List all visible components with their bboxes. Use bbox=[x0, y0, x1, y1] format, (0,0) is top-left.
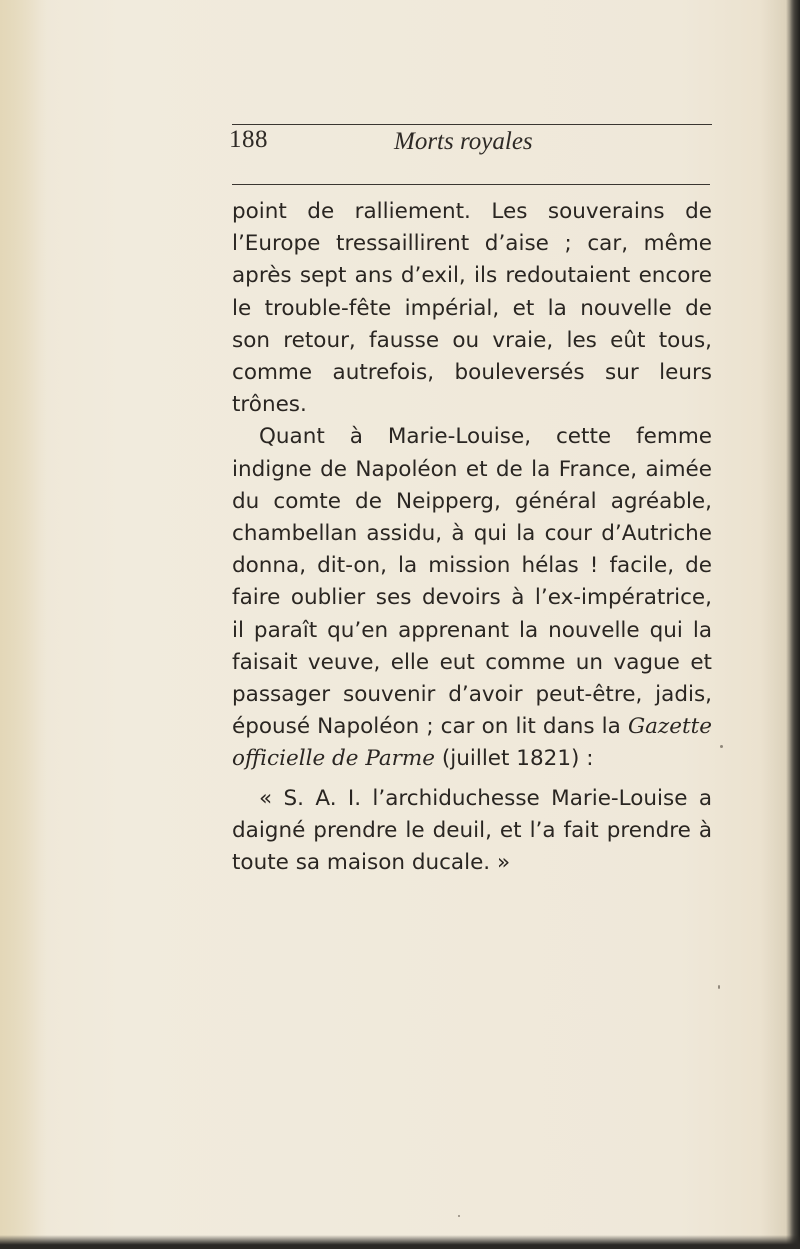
paper-speck bbox=[458, 1215, 460, 1217]
body-text bbox=[232, 196, 712, 879]
page-number: 188 bbox=[229, 126, 268, 153]
page-bottom-edge bbox=[0, 1235, 800, 1249]
gazette-title: Gazette officielle de Parme bbox=[232, 714, 712, 772]
paper-speck bbox=[720, 745, 723, 748]
paragraph-2-end: (juillet 1821) : bbox=[435, 746, 594, 772]
page-gutter bbox=[0, 0, 48, 1249]
quotation: « S. A. I. l’archiduchesse Marie-Louise a daigné prendre le deuil, et l’a fait prendre à toute sa maison ducale. » bbox=[232, 785, 712, 876]
paragraph-2-start: Quant à Marie-Louise, cette femme indigne de Napoléon et de la France, aimée du comte de Neipperg, général agréable, chambellan assidu, à qui la cour d’Autriche donna, dit-on, la mission hélas ! facile, de faire oublier ses devoirs à l’ex-impératrice, il paraît qu’en apprenant la nouvelle qui la faisait veuve, elle eut comme un vague et passager souvenir d’avoir peut-être, jadis, épousé Napoléon ; car on lit dans la bbox=[232, 424, 712, 740]
header-top-rule bbox=[232, 124, 712, 125]
paragraph-2 bbox=[232, 421, 712, 775]
paper-speck bbox=[718, 985, 720, 989]
paragraph-1: point de ralliement. Les souverains de l’Europe tressaillirent d’aise ; car, même après sept ans d’exil, ils redoutaient encore le trouble-fête impérial, et la nouvelle de son retour, fausse ou vraie, les eût tous, comme autrefois, bouleversés sur leurs trônes. bbox=[232, 199, 712, 418]
running-title: Morts royales bbox=[394, 128, 533, 155]
header-bottom-rule bbox=[232, 184, 710, 185]
page-right-edge bbox=[786, 0, 800, 1249]
